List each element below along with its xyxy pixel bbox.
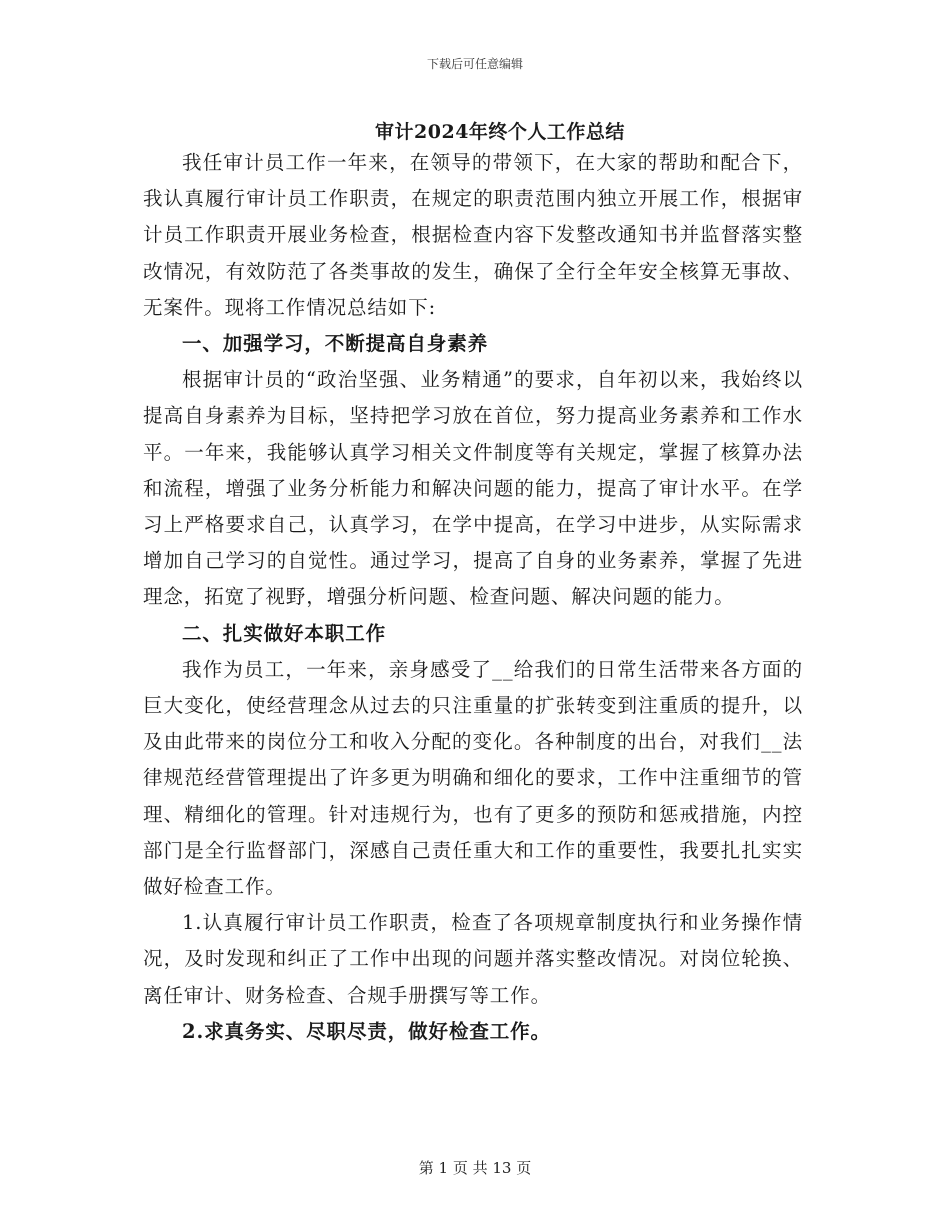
section-2-paragraph: 我作为员工，一年来，亲身感受了__给我们的日常生活带来各方面的巨大变化，使经营理念从过去的只注重量的扩张转变到注重质的提升，以及由此带来的岗位分工和收入分配的变化。各种制度的出台，对我们__法律规范经营管理提出了许多更为明确和细化的要求，工作中注重细节的管理、精细化的管理。针对违规行为，也有了更多的预防和惩戒措施，内控部门是全行监督部门，深感自己责任重大和工作的重要性，我要扎扎实实做好检查工作。 [143,657,803,899]
document-body [143,145,803,1050]
page-footer: 第 1 页 共 13 页 [418,1159,532,1177]
section-heading-1: 一、加强学习，不断提高自身素养 [182,332,489,356]
numbered-item-2-heading: 2.求真务实、尽职尽责，做好检查工作。 [182,1019,551,1043]
intro-paragraph: 我任审计员工作一年来，在领导的带领下，在大家的帮助和配合下，我认真履行审计员工作职责，在规定的职责范围内独立开展工作，根据审计员工作职责开展业务检查，根据检查内容下发整改通知书并监督落实整改情况，有效防范了各类事故的发生，确保了全行全年安全核算无事故、无案件。现将工作情况总结如下: [143,151,803,319]
section-heading-2: 二、扎实做好本职工作 [182,621,387,645]
section-1-paragraph: 根据审计员的“政治坚强、业务精通”的要求，自年初以来，我始终以提高自身素养为目标，坚持把学习放在首位，努力提高业务素养和工作水平。一年来，我能够认真学习相关文件制度等有关规定，掌握了核算办法和流程，增强了业务分析能力和解决问题的能力，提高了审计水平。在学习上严格要求自己，认真学习，在学中提高，在学习中进步，从实际需求增加自己学习的自觉性。通过学习，提高了自身的业务素养，掌握了先进理念，拓宽了视野，增强分析问题、检查问题、解决问题的能力。 [143,368,803,609]
numbered-item-1: 1.认真履行审计员工作职责，检查了各项规章制度执行和业务操作情况，及时发现和纠正了工作中出现的问题并落实整改情况。对岗位轮换、离任审计、财务检查、合规手册撰写等工作。 [143,911,803,1007]
document-title: 审计2024年终个人工作总结 [375,121,625,143]
page-header: 下载后可任意编辑 [426,57,523,71]
